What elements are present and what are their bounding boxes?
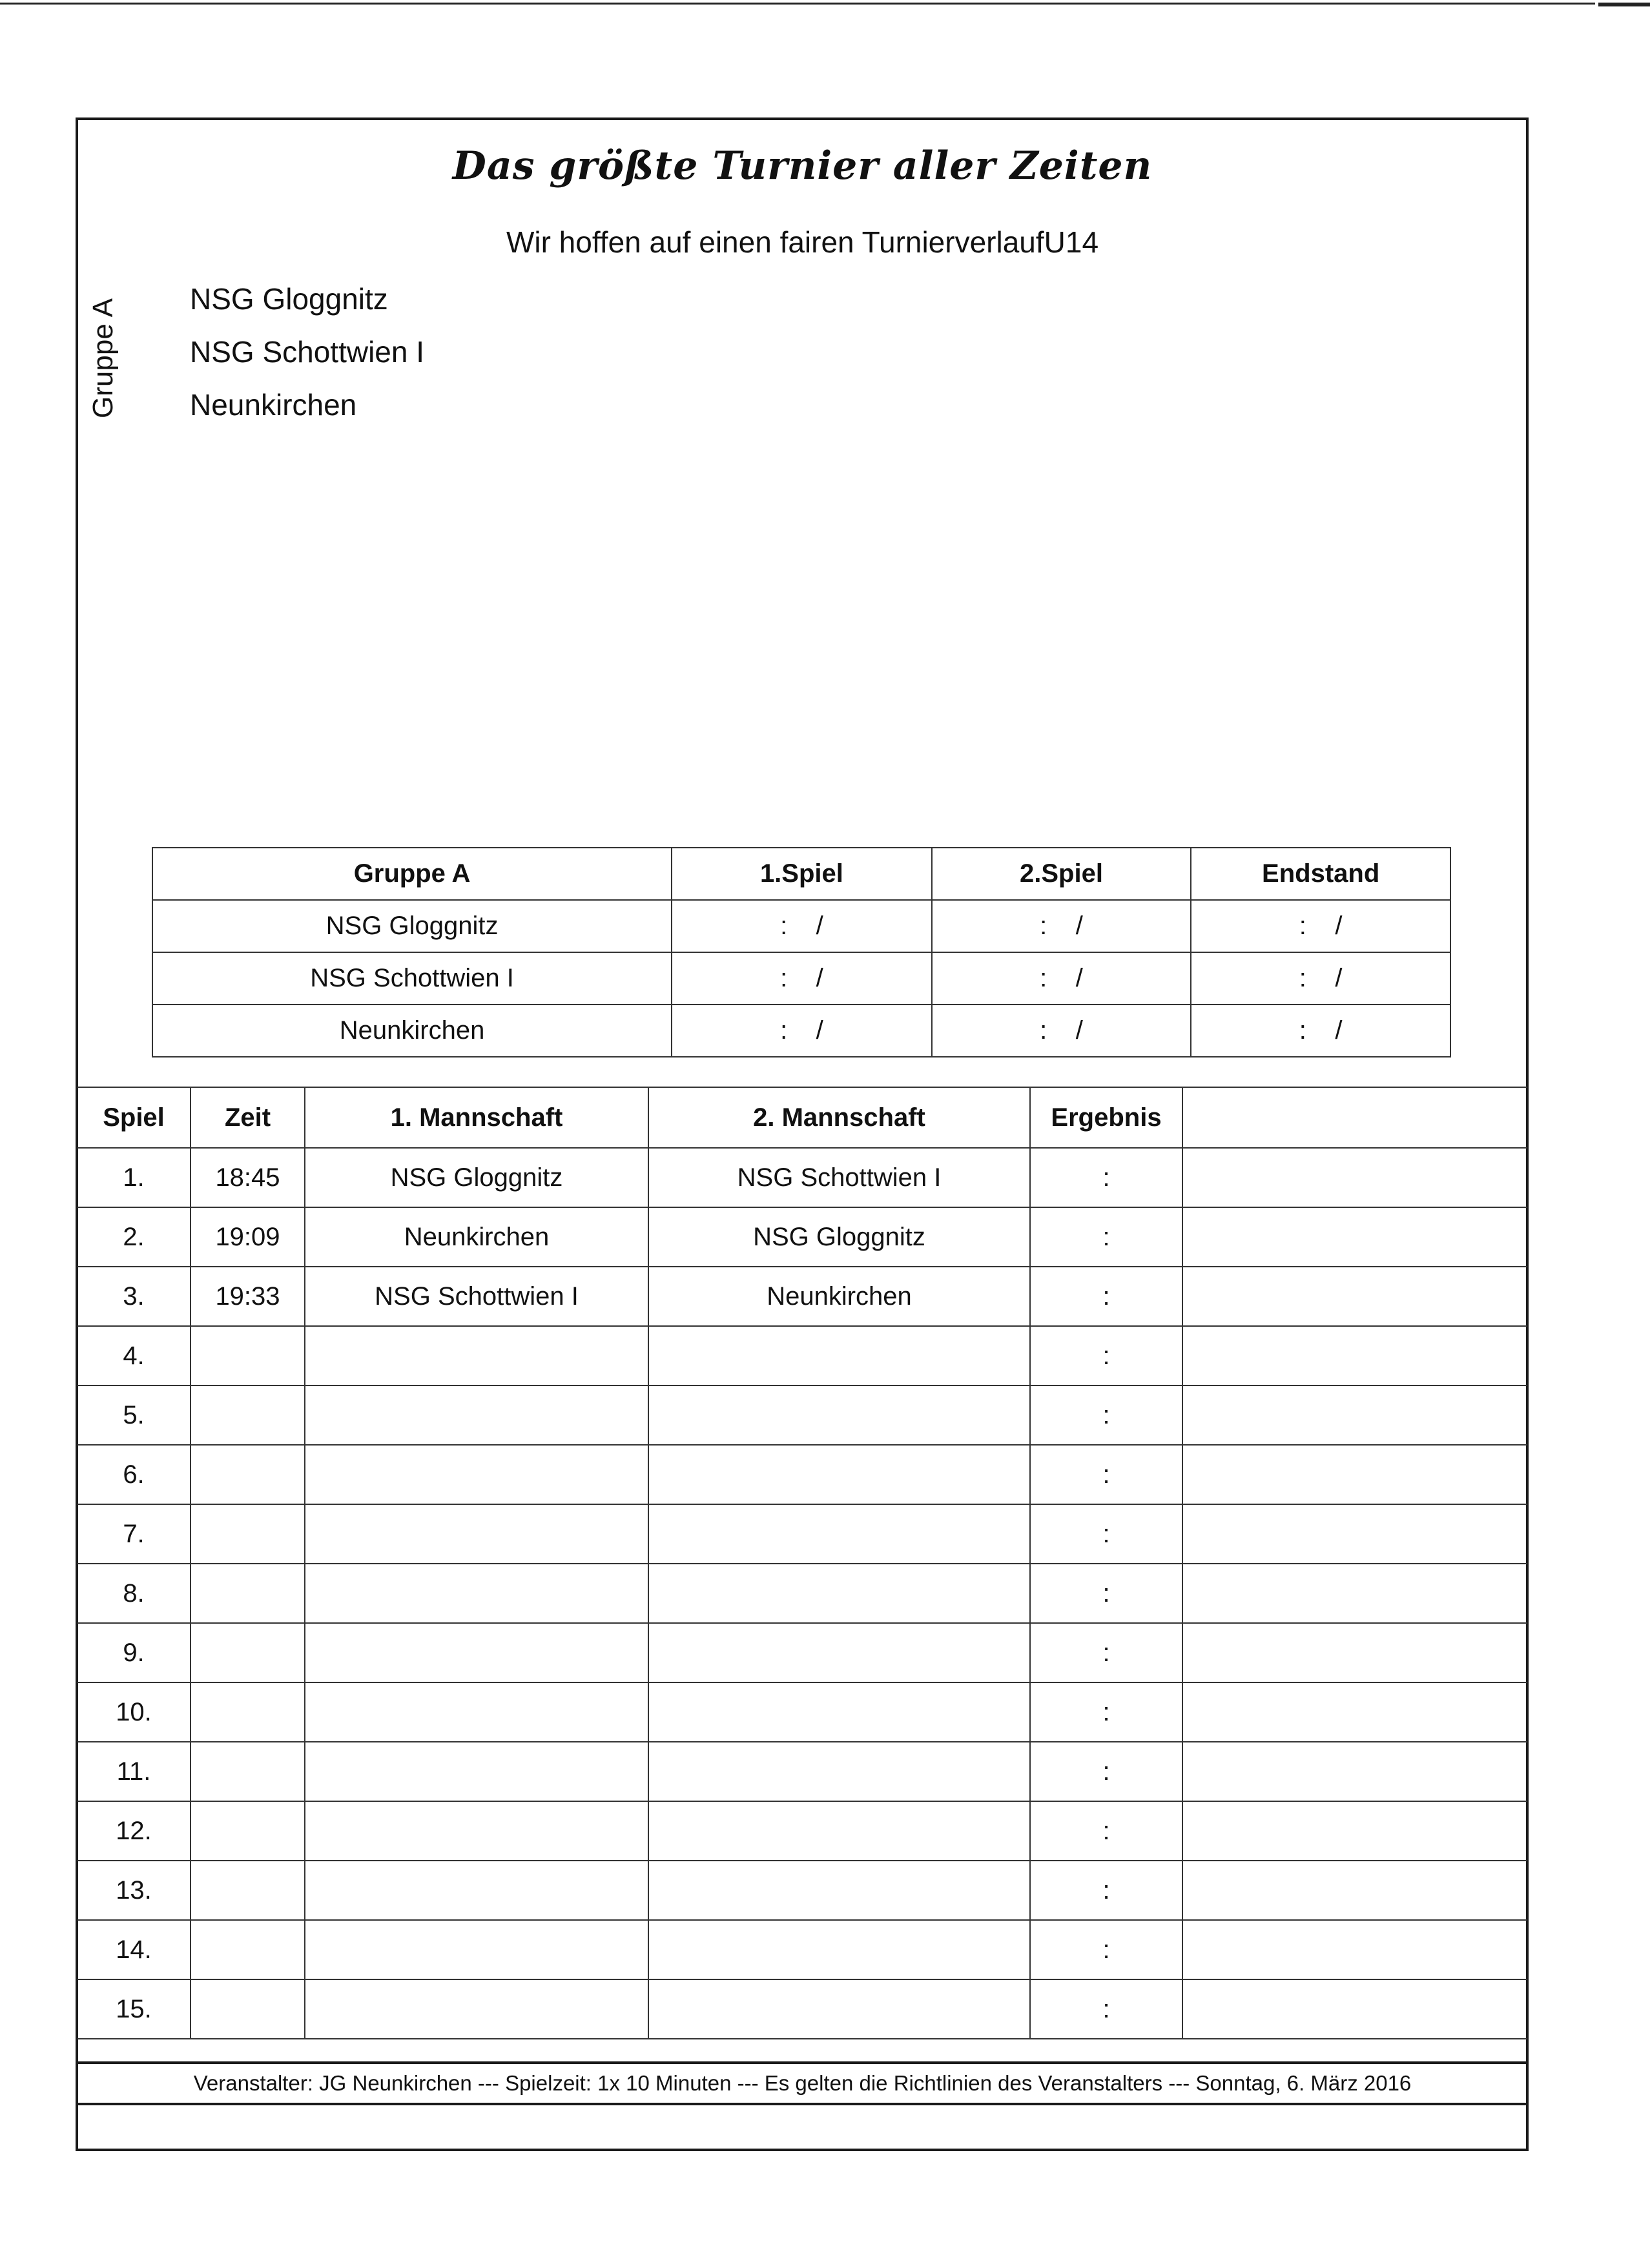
schedule-nr: 11. [77,1742,191,1801]
schedule-row [77,1326,1527,1385]
schedule-team2 [648,1920,1030,1979]
standings-table [152,847,1451,1057]
schedule-notes [1182,1385,1527,1445]
schedule-team2 [648,1564,1030,1623]
schedule-ergebnis: : [1030,1623,1182,1682]
schedule-notes [1182,1801,1527,1861]
page-subtitle: Wir hoffen auf einen fairen TurnierverlaufU14 [506,225,1099,259]
group-team-2: NSG Schottwien I [190,335,425,369]
schedule-zeit [191,1623,305,1682]
schedule-notes [1182,1623,1527,1682]
schedule-zeit: 19:33 [191,1267,305,1326]
standings-s2: : / [932,900,1191,952]
schedule-ergebnis: : [1030,1742,1182,1801]
schedule-nr: 6. [77,1445,191,1504]
schedule-notes [1182,1682,1527,1742]
group-vertical-label: Gruppe A [87,298,119,418]
schedule-zeit [191,1742,305,1801]
standings-s1: : / [672,900,932,952]
schedule-row [77,1682,1527,1742]
schedule-nr: 2. [77,1207,191,1267]
footer-info: Veranstalter: JG Neunkirchen --- Spielzeit: 1x 10 Minuten --- Es gelten die Richtlinien des Veranstalters --- Sonntag, 6. März 2016 [77,2061,1527,2105]
schedule-notes [1182,1504,1527,1564]
schedule-ergebnis: : [1030,1801,1182,1861]
schedule-table [77,1087,1527,2039]
schedule-notes [1182,1326,1527,1385]
page-title: Das größte Turnier aller Zeiten [452,143,1153,189]
standings-header-spiel1: 1.Spiel [672,848,932,900]
schedule-zeit [191,1979,305,2039]
schedule-team1: NSG Gloggnitz [305,1148,648,1207]
schedule-nr: 8. [77,1564,191,1623]
schedule-row [77,1623,1527,1682]
standings-end: : / [1191,952,1450,1005]
schedule-nr: 4. [77,1326,191,1385]
schedule-zeit: 19:09 [191,1207,305,1267]
schedule-row [77,1979,1527,2039]
schedule-notes [1182,1742,1527,1801]
schedule-team2 [648,1504,1030,1564]
schedule-team1 [305,1682,648,1742]
standings-header-endstand: Endstand [1191,848,1450,900]
schedule-team2 [648,1326,1030,1385]
schedule-nr: 1. [77,1148,191,1207]
schedule-team2 [648,1445,1030,1504]
schedule-team1 [305,1504,648,1564]
standings-header-spiel2: 2.Spiel [932,848,1191,900]
schedule-nr: 14. [77,1920,191,1979]
schedule-team2: Neunkirchen [648,1267,1030,1326]
schedule-row [77,1504,1527,1564]
schedule-header-notes [1182,1087,1527,1148]
schedule-ergebnis: : [1030,1920,1182,1979]
schedule-team1 [305,1920,648,1979]
schedule-ergebnis: : [1030,1979,1182,2039]
schedule-ergebnis: : [1030,1326,1182,1385]
schedule-zeit [191,1564,305,1623]
standings-s2: : / [932,1005,1191,1057]
schedule-ergebnis: : [1030,1682,1182,1742]
schedule-row [77,1267,1527,1326]
schedule-zeit [191,1445,305,1504]
standings-team: NSG Gloggnitz [152,900,672,952]
schedule-nr: 5. [77,1385,191,1445]
schedule-nr: 12. [77,1801,191,1861]
schedule-header-row [77,1087,1527,1148]
schedule-team1: NSG Schottwien I [305,1267,648,1326]
schedule-ergebnis: : [1030,1385,1182,1445]
schedule-notes [1182,1267,1527,1326]
schedule-team2 [648,1682,1030,1742]
schedule-zeit [191,1326,305,1385]
schedule-header-spiel: Spiel [77,1087,191,1148]
schedule-header-zeit: Zeit [191,1087,305,1148]
standings-end: : / [1191,1005,1450,1057]
standings-row [152,952,1450,1005]
schedule-team1 [305,1385,648,1445]
schedule-team2: NSG Schottwien I [648,1148,1030,1207]
schedule-row [77,1920,1527,1979]
schedule-nr: 3. [77,1267,191,1326]
schedule-ergebnis: : [1030,1861,1182,1920]
schedule-nr: 9. [77,1623,191,1682]
standings-header-group: Gruppe A [152,848,672,900]
schedule-team1 [305,1979,648,2039]
schedule-nr: 10. [77,1682,191,1742]
standings-end: : / [1191,900,1450,952]
schedule-ergebnis: : [1030,1445,1182,1504]
schedule-zeit [191,1682,305,1742]
schedule-notes [1182,1979,1527,2039]
schedule-header-team2: 2. Mannschaft [648,1087,1030,1148]
schedule-row [77,1207,1527,1267]
schedule-team2 [648,1979,1030,2039]
schedule-team1: Neunkirchen [305,1207,648,1267]
standings-header-row [152,848,1450,900]
schedule-row [77,1801,1527,1861]
standings-s1: : / [672,952,932,1005]
standings-s2: : / [932,952,1191,1005]
schedule-row [77,1861,1527,1920]
schedule-zeit [191,1385,305,1445]
schedule-notes [1182,1148,1527,1207]
standings-row [152,1005,1450,1057]
schedule-row [77,1385,1527,1445]
schedule-ergebnis: : [1030,1267,1182,1326]
schedule-team2 [648,1861,1030,1920]
schedule-team1 [305,1801,648,1861]
schedule-team1 [305,1623,648,1682]
schedule-notes [1182,1564,1527,1623]
schedule-team1 [305,1742,648,1801]
schedule-notes [1182,1445,1527,1504]
standings-team: NSG Schottwien I [152,952,672,1005]
schedule-row [77,1564,1527,1623]
schedule-zeit [191,1920,305,1979]
schedule-team1 [305,1564,648,1623]
standings-team: Neunkirchen [152,1005,672,1057]
schedule-zeit [191,1801,305,1861]
schedule-team1 [305,1445,648,1504]
schedule-team2 [648,1742,1030,1801]
schedule-team2 [648,1623,1030,1682]
schedule-row [77,1148,1527,1207]
schedule-nr: 7. [77,1504,191,1564]
schedule-ergebnis: : [1030,1207,1182,1267]
standings-s1: : / [672,1005,932,1057]
schedule-notes [1182,1920,1527,1979]
top-rule-right [1598,3,1650,6]
group-team-3: Neunkirchen [190,388,357,422]
schedule-notes [1182,1207,1527,1267]
schedule-zeit [191,1504,305,1564]
schedule-zeit: 18:45 [191,1148,305,1207]
schedule-row [77,1445,1527,1504]
schedule-nr: 13. [77,1861,191,1920]
schedule-row [77,1742,1527,1801]
schedule-header-team1: 1. Mannschaft [305,1087,648,1148]
schedule-notes [1182,1861,1527,1920]
standings-row [152,900,1450,952]
schedule-team1 [305,1861,648,1920]
schedule-nr: 15. [77,1979,191,2039]
top-rule [0,3,1595,5]
schedule-header-ergebnis: Ergebnis [1030,1087,1182,1148]
schedule-team2: NSG Gloggnitz [648,1207,1030,1267]
schedule-ergebnis: : [1030,1504,1182,1564]
schedule-team2 [648,1385,1030,1445]
schedule-ergebnis: : [1030,1564,1182,1623]
schedule-ergebnis: : [1030,1148,1182,1207]
schedule-team1 [305,1326,648,1385]
schedule-team2 [648,1801,1030,1861]
schedule-zeit [191,1861,305,1920]
group-team-1: NSG Gloggnitz [190,282,388,316]
